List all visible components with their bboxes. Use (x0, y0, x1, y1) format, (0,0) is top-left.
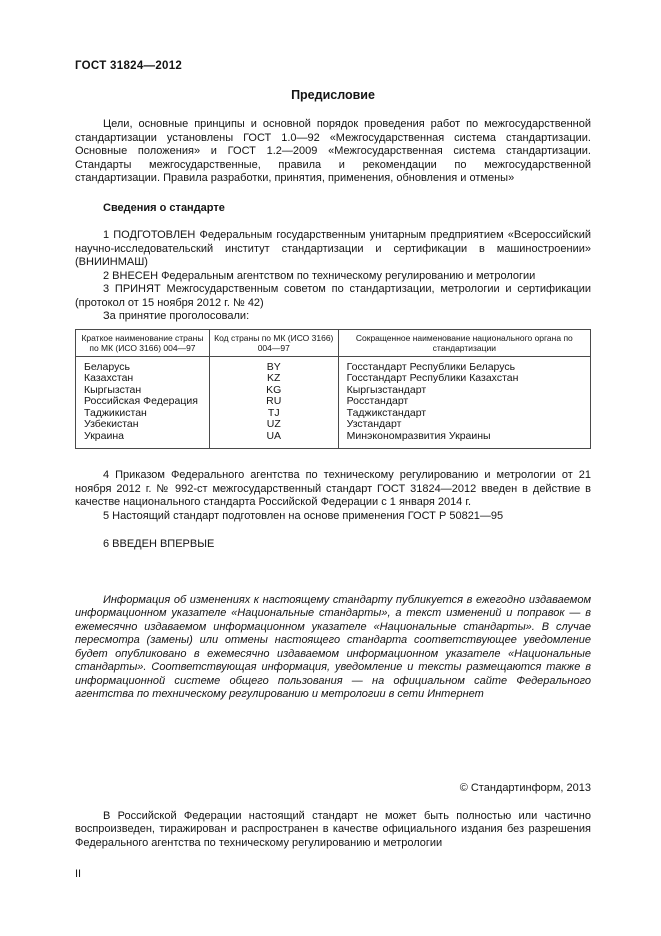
amendments-notice: Информация об изменениях к настоящему стандарту публикуется в ежегодно издаваемом информационном указателе «Национальные стандарты», а текст изменений и поправок — в ежемесячно издаваемом информационном указателе «Национальные стандарты». В случае пересмотра (замены) или отмены настоящего стандарта соответствующее уведомление будет опубликовано в ежемесячно издаваемом информационном указателе «Национальные стандарты». Соответствующая информация, уведомление и тексты размещаются также в информационной системе общего пользования — на официальном сайте Федерального агентства по техническому регулированию и метрологии в сети Интернет (75, 593, 591, 700)
org-name: Минэкономразвития Украины (338, 431, 590, 449)
country-code: TJ (209, 408, 338, 420)
reproduction-restriction: В Российской Федерации настоящий стандарт не может быть полностью или частично воспроизведен, тиражирован и распространен в качестве официального издания без разрешения Федерального агентства по техническому регулированию и метрологии (75, 809, 591, 849)
org-name: Росстандарт (338, 396, 590, 408)
table-header-row (76, 329, 591, 356)
item-1-prepared: 1 ПОДГОТОВЛЕН Федеральным государственным унитарным предприятием «Всероссийский научно-исследовательский институт стандартизации и сертификации в машиностроении» (ВНИИНМАШ) (75, 229, 591, 268)
country-name: Украина (76, 431, 210, 449)
country-name: Кыргызстан (76, 385, 210, 397)
copyright-line: © Стандартинформ, 2013 (459, 781, 591, 794)
section-heading: Сведения о стандарте (103, 201, 225, 214)
org-name: Узстандарт (338, 419, 590, 431)
standard-info-items (75, 229, 591, 324)
item-2-submitted: 2 ВНЕСЕН Федеральным агентством по техническому регулированию и метрологии (103, 269, 536, 282)
country-name: Узбекистан (76, 419, 210, 431)
page-title: Предисловие (291, 88, 375, 102)
table-row (76, 396, 591, 408)
col-header-country: Краткое наименование страны по МК (ИСО 3166) 004—97 (76, 329, 210, 356)
col-header-org: Сокращенное наименование национального органа по стандартизации (338, 329, 590, 356)
table-row (76, 408, 591, 420)
table-row (76, 373, 591, 385)
org-name: Госстандарт Республики Казахстан (338, 373, 590, 385)
country-code: RU (209, 396, 338, 408)
org-name: Кыргызстандарт (338, 385, 590, 397)
country-name: Беларусь (76, 356, 210, 373)
country-name: Российская Федерация (76, 396, 210, 408)
item-6-first-edition: 6 ВВЕДЕН ВПЕРВЫЕ (103, 538, 215, 550)
country-code: KG (209, 385, 338, 397)
table-row (76, 431, 591, 449)
item-5-basis: 5 Настоящий стандарт подготовлен на основе применения ГОСТ Р 50821—95 (103, 509, 504, 522)
vote-line: За принятие проголосовали: (103, 310, 250, 322)
table-row (76, 356, 591, 373)
country-code: KZ (209, 373, 338, 385)
post-table-items (75, 469, 591, 552)
country-name: Таджикистан (76, 408, 210, 420)
table-row (76, 419, 591, 431)
page-number: II (75, 868, 82, 880)
doc-number: ГОСТ 31824—2012 (75, 60, 183, 72)
item-4-order: 4 Приказом Федерального агентства по техническому регулированию и метрологии от 21 ноября 2012 г. № 992-ст межгосударственный стандарт ГОСТ 31824—2012 введен в действие в качестве национального стандарта Российской Федерации с 1 января 2014 г. (75, 469, 591, 508)
col-header-code: Код страны по МК (ИСО 3166) 004—97 (209, 329, 338, 356)
country-code: UA (209, 431, 338, 449)
org-name: Таджикстандарт (338, 408, 590, 420)
country-code: UZ (209, 419, 338, 431)
intro-paragraph: Цели, основные принципы и основной порядок проведения работ по межгосударственной стандартизации установлены ГОСТ 1.0—92 «Межгосударственная система стандартизации. Основные положения» и ГОСТ 1.2—2009 «Межгосударственная система стандартизации. Стандарты межгосударственные, правила и рекомендации по межгосударственной стандартизации. Правила разработки, принятия, применения, обновления и отмены» (75, 118, 591, 184)
countries-table (75, 329, 591, 450)
org-name: Госстандарт Республики Беларусь (338, 356, 590, 373)
country-code: BY (209, 356, 338, 373)
item-3-adopted: 3 ПРИНЯТ Межгосударственным советом по стандартизации, метрологии и сертификации (протокол от 15 ноября 2012 г. № 42) (75, 283, 591, 309)
country-name: Казахстан (76, 373, 210, 385)
